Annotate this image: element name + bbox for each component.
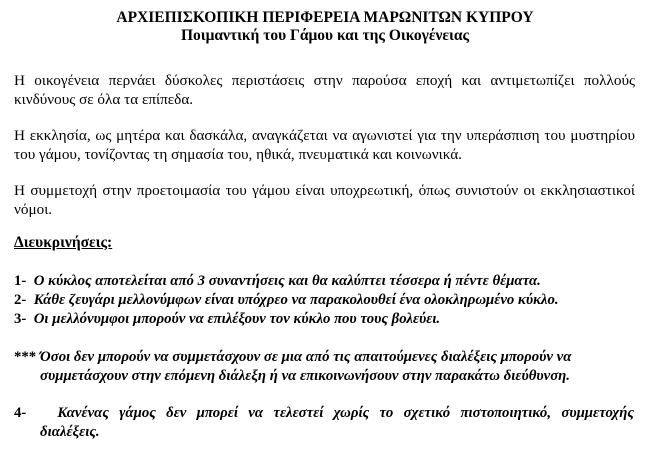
paragraph-church: Η εκκλησία, ως μητέρα και δασκάλα, αναγκάζεται να αγωνιστεί για την υπεράσπιση του μυστηρίου του γάμου, τονίζοντας τη σημασία του, ηθικά, πνευματικά και κοινωνικά. (14, 127, 635, 163)
list-item (14, 310, 639, 329)
note-block (14, 348, 634, 386)
final-item-line-2: διαλέξεις. (40, 424, 100, 440)
final-item-text: Κανένας γάμος δεν μπορεί να τελεστεί χωρίς το σχετικό πιστοποιητικό, συμμετοχής (57, 405, 634, 421)
document-title: ΑΡΧΙΕΠΙΣΚΟΠΙΚΗ ΠΕΡΙΦΕΡΕΙΑ ΜΑΡΩΝΙΤΩΝ ΚΥΠΡΟΥ (116, 9, 534, 26)
list-item (14, 291, 639, 310)
paragraph-participation: Η συμμετοχή στην προετοιμασία του γάμου είναι υποχρεωτική, όπως συνιστούν οι εκκλησιαστικοί νόμοι. (14, 182, 635, 218)
document-subtitle: Ποιμαντική του Γάμου και της Οικογένειας (180, 27, 470, 44)
list-item-number: 2- (14, 292, 27, 308)
clarifications-heading: Διευκρινήσεις: (14, 234, 113, 251)
list-item (14, 272, 639, 291)
final-item (14, 404, 634, 442)
list-item-text: Οι μελλόνυμφοι μπορούν να επιλέξουν τον κύκλο που τους βολεύει. (33, 311, 441, 327)
list-item-number: 1- (14, 273, 27, 289)
note-line-1: Όσοι δεν μπορούν να συμμετάσχουν σε μια από τις απαιτούμενες διαλέξεις μπορούν να (39, 349, 572, 365)
list-item-text: Κάθε ζευγάρι μελλονύμφων είναι υπόχρεο να παρακολουθεί ένα ολοκληρωμένο κύκλο. (33, 292, 559, 308)
final-item-number: 4- (14, 405, 27, 421)
list-item-text: Ο κύκλος αποτελείται από 3 συναντήσεις και θα καλύπτει τέσσερα ή πέντε θέματα. (33, 273, 541, 289)
note-line-2: συμμετάσχουν στην επόμενη διάλεξη ή να επικοινωνήσουν στην παρακάτω διεύθυνση. (40, 368, 570, 384)
note-mark: *** (14, 349, 37, 365)
paragraph-family: Η οικογένεια περνάει δύσκολες περιστάσεις στην παρούσα εποχή και αντιμετωπίζει πολλούς κινδύνους σε όλα τα επίπεδα. (14, 72, 635, 108)
list-item-number: 3- (14, 311, 27, 327)
final-item-line-1 (14, 404, 634, 423)
